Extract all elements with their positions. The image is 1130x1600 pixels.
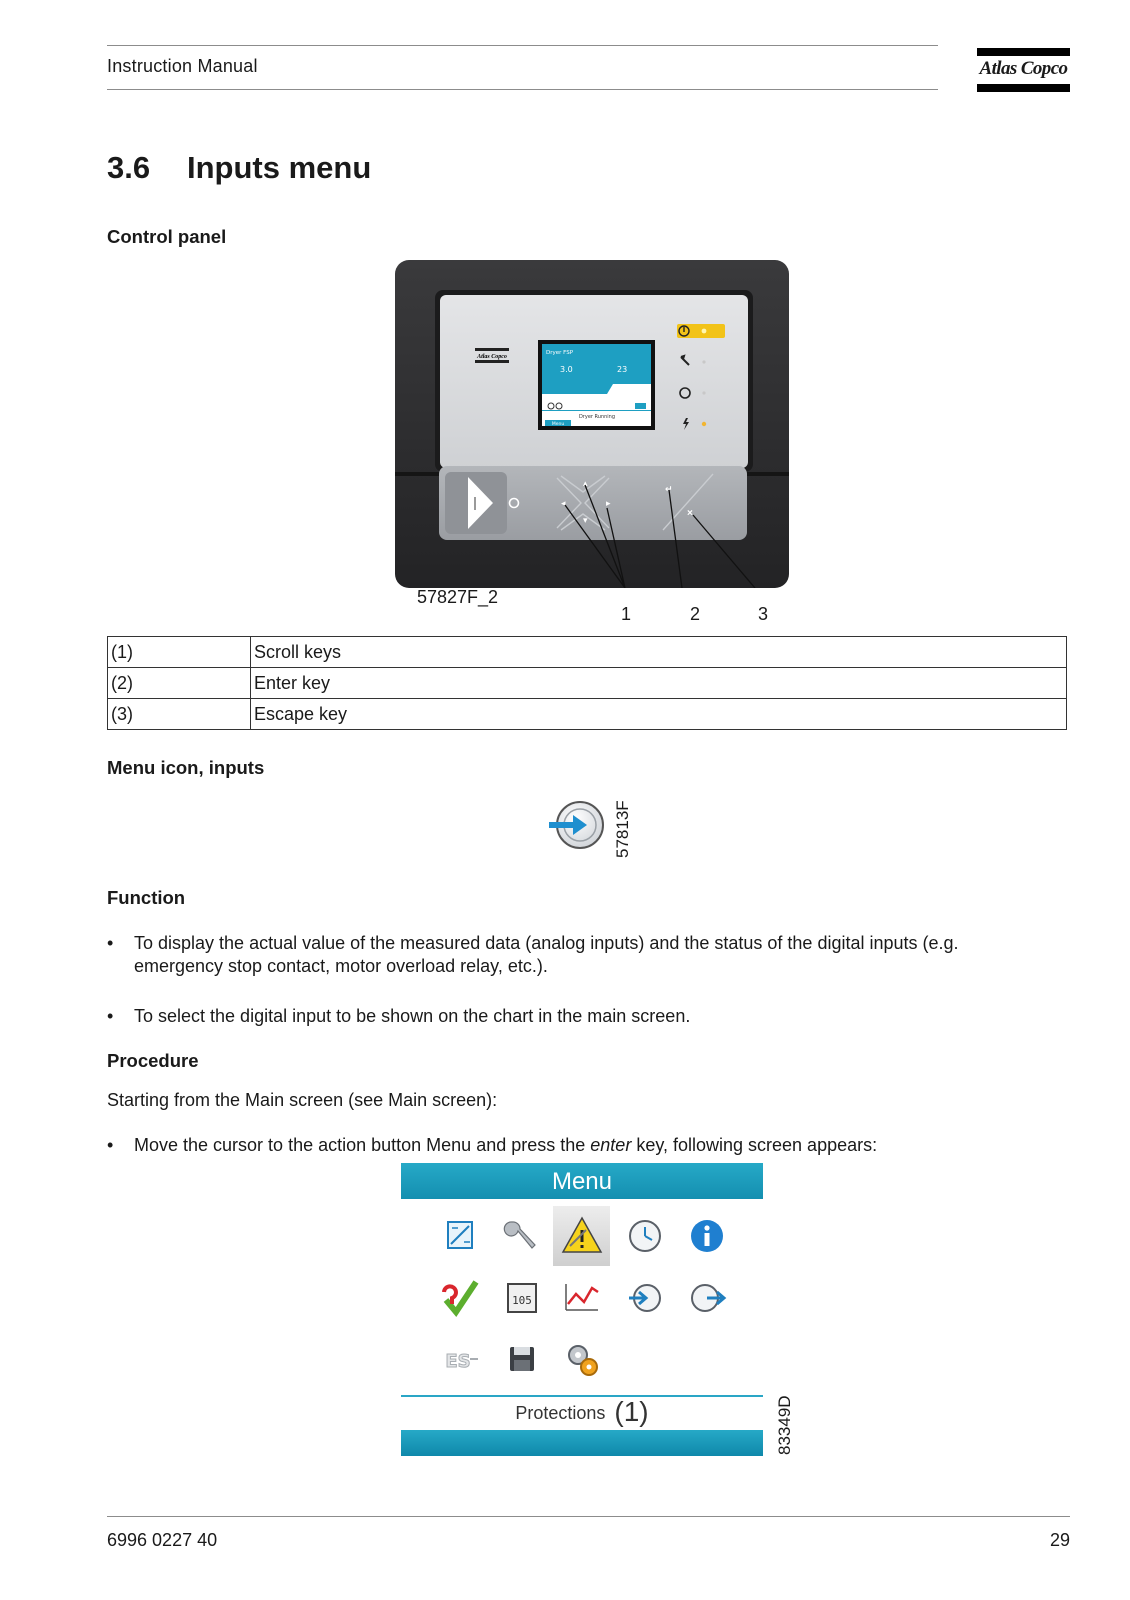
header-top-rule (107, 45, 938, 46)
table-row (108, 699, 1067, 730)
scroll-down-key: ▾ (583, 515, 588, 525)
svg-text:ES: ES (445, 1351, 471, 1372)
function-heading: Function (107, 887, 186, 908)
control-panel-figure (395, 260, 789, 588)
panel-brand-text: Atlas Copco (477, 354, 507, 360)
section-name: Inputs menu (187, 150, 372, 185)
key-description: Escape key (251, 699, 1067, 730)
callout-3: 3 (758, 604, 769, 624)
trend-icon[interactable] (556, 1272, 608, 1324)
menu-icon-figure-id: 57813F (613, 800, 632, 858)
function-bullet-text: To select the digital input to be shown on the chart in the main screen. (134, 1006, 691, 1026)
document-number: 6996 0227 40 (107, 1530, 218, 1550)
table-row (108, 637, 1067, 668)
warning-icon[interactable] (556, 1210, 608, 1262)
menu-icon-heading: Menu icon, inputs (107, 757, 265, 778)
header-bottom-rule (107, 89, 938, 90)
function-bullet: • To select the digital input to be shown on the chart in the main screen. (107, 1005, 1027, 1029)
table-row (108, 668, 1067, 699)
callout-1: 1 (621, 604, 632, 624)
info-icon[interactable] (681, 1210, 733, 1262)
wrench-icon[interactable] (496, 1210, 548, 1262)
display-status: Dryer Running (578, 414, 616, 420)
menu-status-text: Protections (515, 1403, 606, 1423)
save-icon[interactable] (496, 1333, 548, 1385)
key-number: (2) (108, 668, 251, 699)
brand-logo (977, 48, 1070, 92)
function-bullet: • To display the actual value of the measured data (analog inputs) and the status of the digital inputs (e.g. emergency stop contact, motor overload relay, etc.). (107, 932, 1027, 982)
key-number: (3) (108, 699, 251, 730)
display-value-left: 3.0 (560, 365, 573, 374)
menu-status-count: (1) (614, 1396, 649, 1427)
procedure-bullet-text: Move the cursor to the action button Menu and press the enter key, following screen appears: (134, 1135, 878, 1155)
clock-icon[interactable] (619, 1210, 671, 1262)
key-number: (1) (108, 637, 251, 668)
settings-gear-icon[interactable] (556, 1333, 608, 1385)
procedure-intro: Starting from the Main screen (see Main screen): (107, 1090, 498, 1110)
counter-icon[interactable] (496, 1272, 548, 1324)
es-icon[interactable] (434, 1333, 486, 1385)
menu-status-bar (401, 1397, 763, 1428)
menu-bottom-bar (401, 1430, 763, 1456)
callout-2: 2 (690, 604, 701, 624)
scroll-left-key: ◂ (561, 498, 566, 508)
footer-rule (107, 1516, 1070, 1517)
procedure-heading: Procedure (107, 1050, 199, 1071)
menu-screen (401, 1163, 763, 1456)
brand-logo-text: Atlas Copco (979, 58, 1068, 79)
enter-key: ↵ (665, 484, 673, 494)
procedure-bullet: • Move the cursor to the action button Menu and press the enter key, following screen appears: (107, 1134, 1027, 1158)
escape-key: × (687, 508, 693, 519)
scroll-right-key: ▸ (606, 498, 611, 508)
display-label: Dryer FSP (546, 350, 574, 356)
input-arrow-icon[interactable] (619, 1272, 671, 1324)
display-menu-button: Menu (551, 422, 565, 427)
display-value-right: 23 (617, 365, 628, 374)
document-title: Instruction Manual (107, 56, 258, 76)
svg-text:105: 105 (512, 1294, 532, 1307)
section-number: 3.6 (107, 150, 151, 185)
key-description: Enter key (251, 668, 1067, 699)
menu-screen-title: Menu (401, 1163, 763, 1199)
section-title (107, 150, 371, 186)
inputs-chart-icon[interactable] (434, 1210, 486, 1262)
function-bullet-text: To display the actual value of the measured data (analog inputs) and the status of the digital inputs (e.g. emergency stop contact, motor overload relay, etc.). (134, 933, 959, 976)
control-panel-heading: Control panel (107, 226, 227, 247)
page-number: 29 (1049, 1530, 1070, 1550)
output-arrow-icon[interactable] (681, 1272, 733, 1324)
menu-screen-figure-id: 83349D (775, 1395, 794, 1455)
checkmark-icon[interactable] (434, 1272, 486, 1324)
key-table (107, 636, 1067, 730)
key-description: Scroll keys (251, 637, 1067, 668)
control-panel-figure-id: 57827F_2 (417, 587, 499, 607)
scroll-up-key: ▴ (583, 478, 588, 488)
